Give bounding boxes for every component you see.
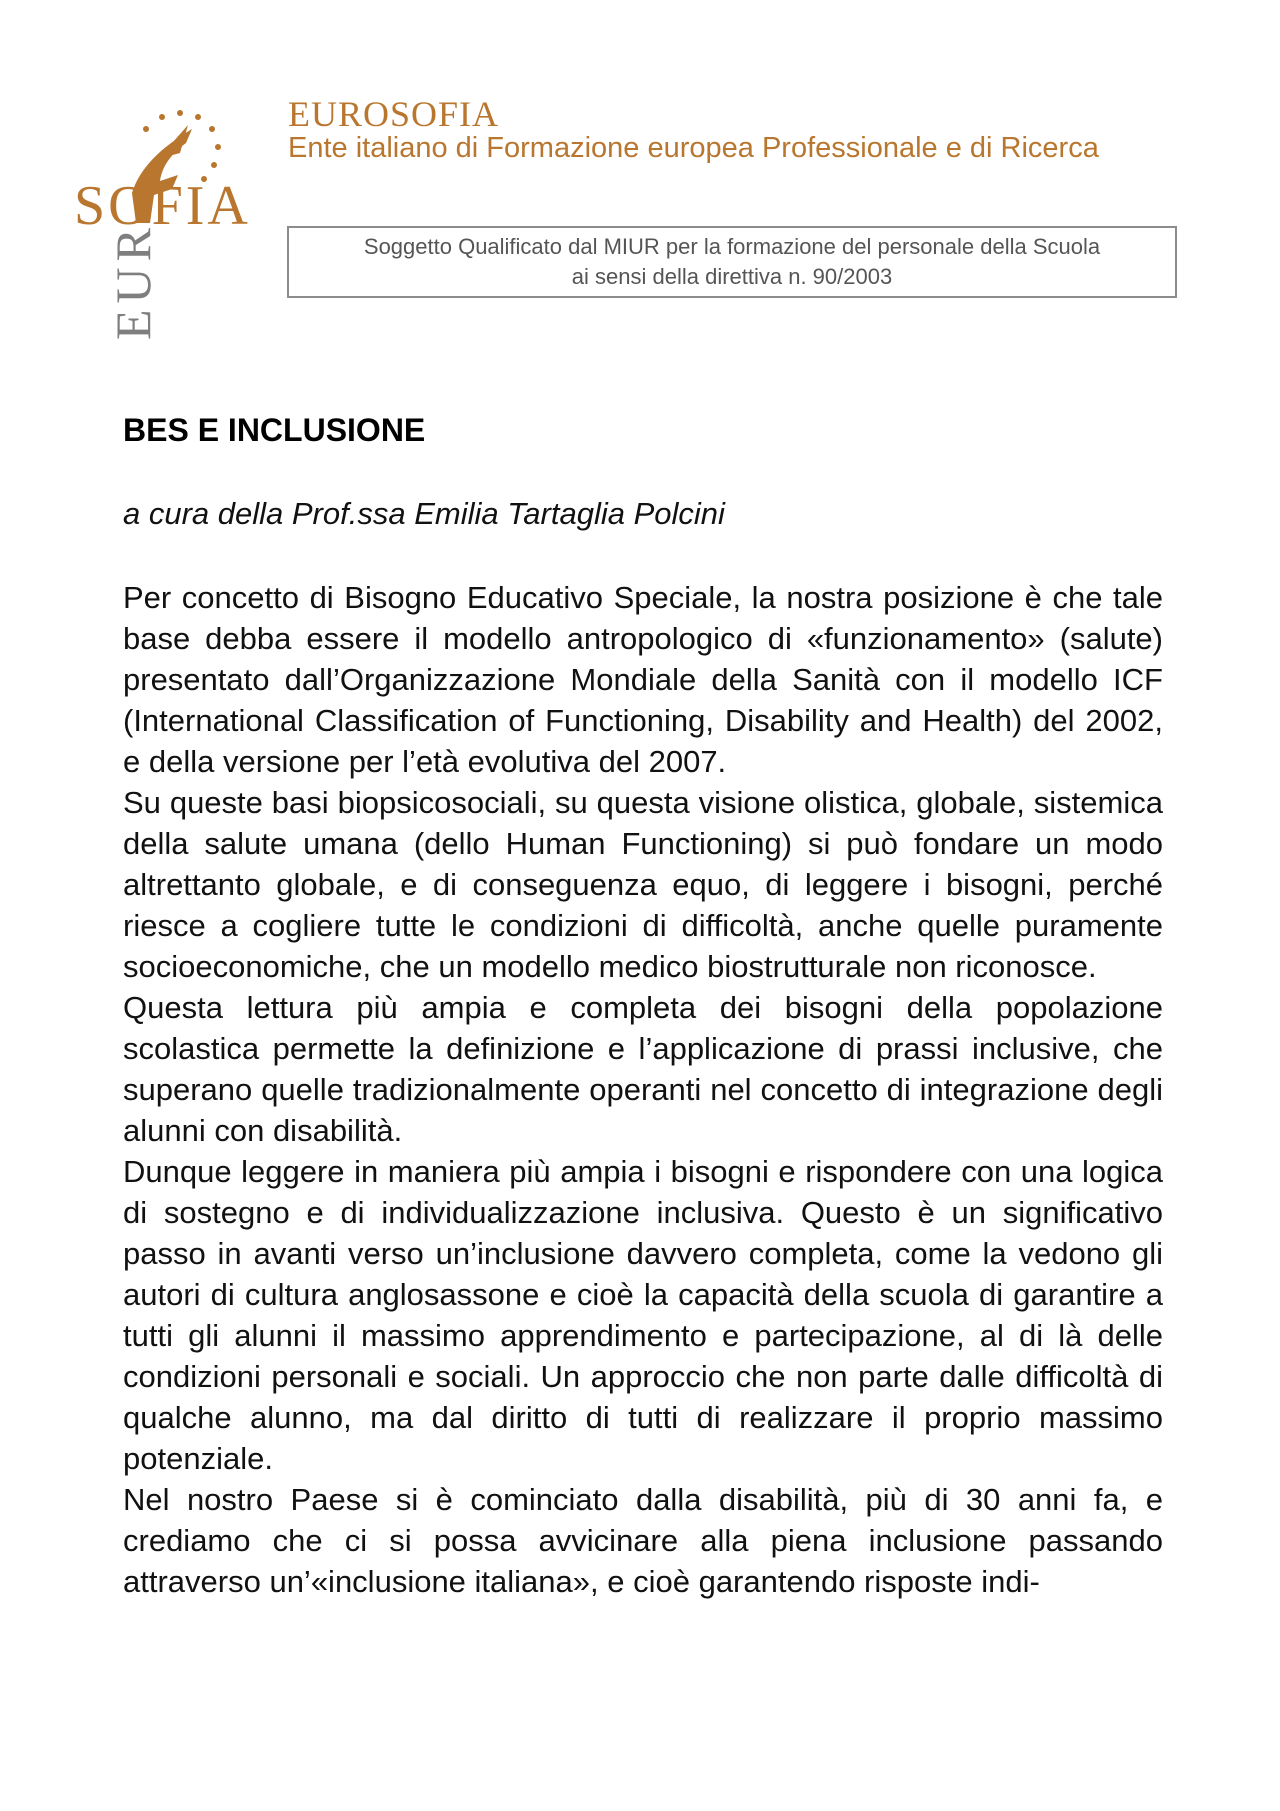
logo-wordmark-sofia: SOFIA	[74, 175, 251, 237]
organization-tagline: Ente italiano di Formazione europea Professionale e di Ricerca	[288, 132, 1099, 164]
document-title: BES E INCLUSIONE	[123, 412, 426, 448]
miur-qualification-line-1: Soggetto Qualificato dal MIUR per la formazione del personale della Scuola	[363, 234, 1101, 259]
document-body	[123, 577, 1163, 1602]
organization-name: EUROSOFIA	[288, 94, 500, 134]
document-author: a cura della Prof.ssa Emilia Tartaglia Polcini	[123, 496, 725, 531]
miur-qualification-line-2: ai sensi della direttiva n. 90/2003	[571, 264, 893, 289]
body-paragraph: Questa lettura più ampia e completa dei bisogni della popolazione scolastica permette la definizione e l’applicazione di prassi inclusive, che superano quelle tradizionalmente operanti nel concetto di integrazione degli alunni con disabilità.	[123, 990, 1163, 1148]
miur-qualification-box	[287, 226, 1177, 298]
logo-wordmark-eur: EUR	[105, 222, 161, 340]
body-paragraph: Nel nostro Paese si è cominciato dalla disabilità, più di 30 anni fa, e crediamo che ci si possa avvicinare alla piena inclusione passando attraverso un’«inclusione italiana», e cioè garantendo risposte indi-	[123, 1482, 1163, 1599]
body-paragraph: Su queste basi biopsicosociali, su questa visione olistica, globale, sistemica della salute umana (dello Human Functioning) si può fondare un modo altrettanto globale, e di conseguenza equo, di leggere i bisogni, perché riesce a cogliere tutte le condizioni di difficoltà, anche quelle puramente socioeconomiche, che un modello medico biostrutturale non riconosce.	[123, 785, 1163, 984]
body-paragraph: Dunque leggere in maniera più ampia i bisogni e rispondere con una logica di sostegno e di individualizzazione inclusiva. Questo è un significativo passo in avanti verso un’inclusione davvero completa, come la vedono gli autori di cultura anglosassone e cioè la capacità della scuola di garantire a tutti gli alunni il massimo apprendimento e partecipazione, al di là delle condizioni personali e sociali. Un approccio che non parte dalle difficoltà di qualche alunno, ma dal diritto di tutti di realizzare il proprio massimo potenziale.	[123, 1154, 1163, 1476]
body-paragraph: Per concetto di Bisogno Educativo Speciale, la nostra posizione è che tale base debba essere il modello antropologico di «funzionamento» (salute) presentato dall’Organizzazione Mondiale della Sanità con il modello ICF (International Classification of Functioning, Disability and Health) del 2002, e della versione per l’età evolutiva del 2007.	[123, 580, 1163, 779]
